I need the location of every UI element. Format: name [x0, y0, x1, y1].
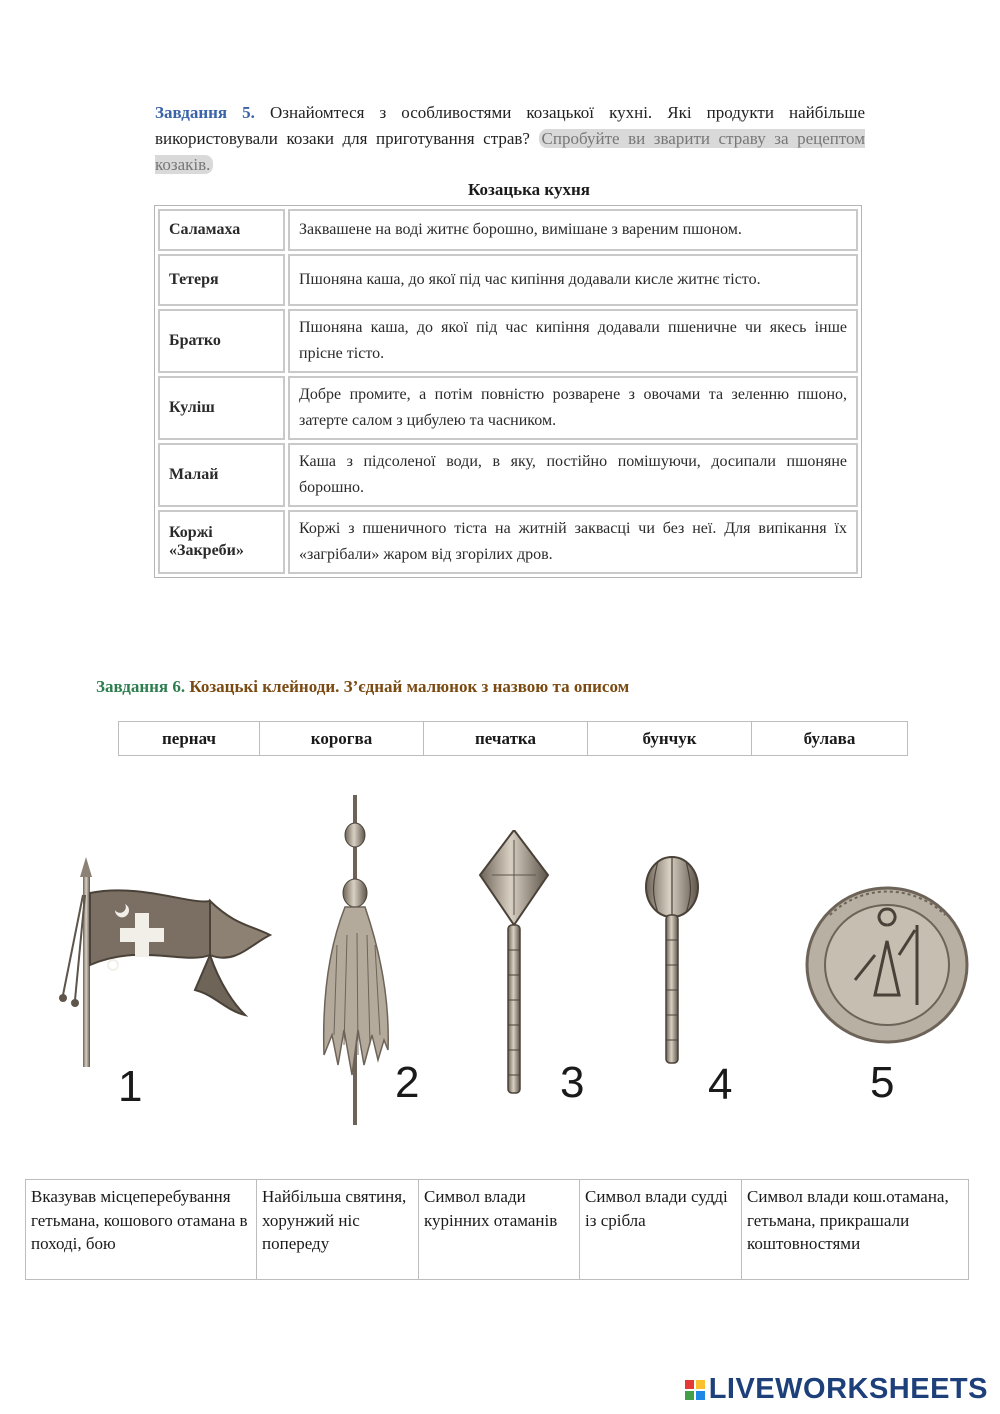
- name-cell[interactable]: печатка: [424, 722, 588, 756]
- task6-text: Козацькі клейноди. З’єднай малюнок з назвою та описом: [185, 677, 630, 696]
- bunchuk-illustration: [312, 795, 402, 1135]
- table-row: [158, 309, 858, 373]
- name-cell[interactable]: булава: [752, 722, 908, 756]
- description-cell[interactable]: Символ влади кош.отамана, гетьмана, прикрашали коштовностями: [742, 1180, 969, 1280]
- regalia-names-table: [118, 721, 908, 756]
- picture-number: 1: [118, 1062, 143, 1111]
- description-cell[interactable]: Символ влади курінних отаманів: [419, 1180, 580, 1280]
- description-cell[interactable]: Символ влади судді із срібла: [580, 1180, 742, 1280]
- dish-name: Коржі «Закреби»: [158, 510, 285, 574]
- dish-name: Братко: [158, 309, 285, 373]
- description-cell[interactable]: Найбільша святиня, хорунжий ніс попереду: [257, 1180, 419, 1280]
- seal-illustration: [805, 885, 970, 1045]
- logo-square: [685, 1380, 694, 1389]
- logo-icon: [685, 1380, 705, 1400]
- task5-highlight: Спробуйте ви зварити страву за рецептом козаків.: [155, 129, 865, 174]
- table-row: [119, 722, 908, 756]
- table-row: [158, 510, 858, 574]
- logo-square: [685, 1391, 694, 1400]
- dish-desc: Пшоняна каша, до якої під час кипіння додавали кисле житнє тісто.: [288, 254, 858, 306]
- flag-illustration: [45, 855, 275, 1070]
- task6-label: Завдання 6.: [96, 677, 186, 696]
- name-cell[interactable]: пернач: [119, 722, 260, 756]
- table-row: [158, 376, 858, 440]
- logo-square: [696, 1380, 705, 1389]
- dish-name: Тетеря: [158, 254, 285, 306]
- dish-name: Куліш: [158, 376, 285, 440]
- dish-desc: Пшоняна каша, до якої під час кипіння додавали пшеничне чи якесь інше прісне тісто.: [288, 309, 858, 373]
- kitchen-table: [154, 205, 862, 578]
- liveworksheets-logo: [685, 1373, 988, 1406]
- table-row: [26, 1180, 969, 1280]
- task5-label: Завдання 5.: [155, 103, 255, 122]
- bulava-illustration: [470, 830, 560, 1100]
- picture-number: 4: [708, 1060, 733, 1109]
- task6-heading: [96, 677, 629, 697]
- picture-number: 3: [560, 1058, 585, 1107]
- dish-desc: Заквашене на воді житнє борошно, вимішане з вареним пшоном.: [288, 209, 858, 251]
- logo-text: LIVEWORKSHEETS: [708, 1373, 988, 1405]
- regalia-descriptions-table: [25, 1179, 969, 1280]
- dish-desc: Каша з підсоленої води, в яку, постійно помішуючи, досипали пшоняне борошно.: [288, 443, 858, 507]
- name-cell[interactable]: бунчук: [588, 722, 752, 756]
- logo-square: [696, 1391, 705, 1400]
- description-cell[interactable]: Вказував місцеперебування гетьмана, кошового отамана в поході, бою: [26, 1180, 257, 1280]
- dish-desc: Коржі з пшеничного тіста на житній заквасці чи без неї. Для випікання їх «загрібали» жаром від згорілих дров.: [288, 510, 858, 574]
- task5-intro: [155, 100, 865, 178]
- table-row: [158, 254, 858, 306]
- picture-number: 2: [395, 1058, 420, 1107]
- task5-text: Ознайомтеся з особливостями козацької кухні. Які продукти найбільше використовували козаки для приготування страв?: [155, 103, 865, 148]
- dish-desc: Добре промите, а потім повністю розварене з овочами та зеленню пшоно, затерте салом з цибулею та часником.: [288, 376, 858, 440]
- dish-name: Саламаха: [158, 209, 285, 251]
- table-row: [158, 209, 858, 251]
- pernach-illustration: [640, 855, 710, 1070]
- name-cell[interactable]: корогва: [260, 722, 424, 756]
- kitchen-table-title: Козацька кухня: [468, 180, 590, 199]
- picture-number: 5: [870, 1058, 895, 1107]
- table-row: [158, 443, 858, 507]
- dish-name: Малай: [158, 443, 285, 507]
